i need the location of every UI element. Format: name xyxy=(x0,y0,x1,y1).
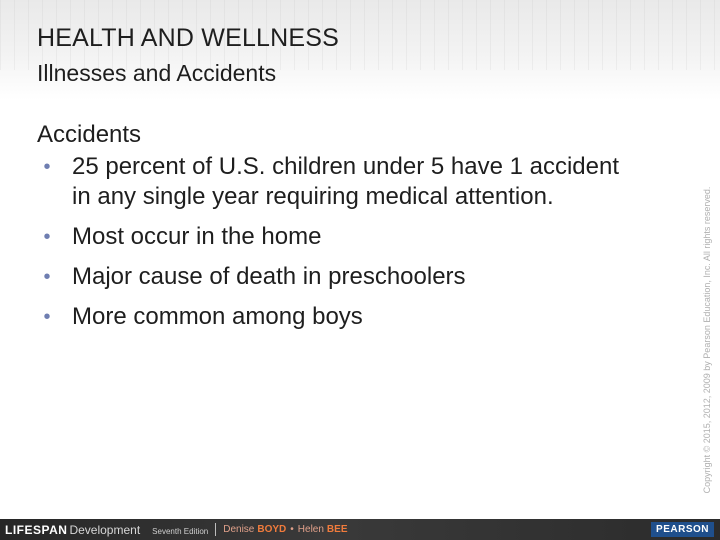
section-heading: Accidents xyxy=(37,121,142,148)
author1-first-name: Denise xyxy=(223,524,255,535)
bullet-text: Most occur in the home xyxy=(72,223,322,250)
slide-content xyxy=(37,120,677,342)
bullet-icon: • xyxy=(43,266,51,288)
bullet-icon: • xyxy=(43,156,51,178)
copyright-notice: Copyright © 2015, 2012, 2009 by Pearson Education, Inc. All rights reserved. xyxy=(702,186,712,494)
slide-subtitle: Illnesses and Accidents xyxy=(37,60,277,86)
series-name-part2: Development xyxy=(69,522,141,537)
footer-bar xyxy=(0,519,720,540)
series-logo xyxy=(5,523,208,537)
author1-last-name: BOYD xyxy=(257,524,287,535)
bullet-text: More common among boys xyxy=(72,303,363,330)
publisher-logo: PEARSON xyxy=(651,522,714,537)
bullet-item xyxy=(37,152,677,212)
bullet-list xyxy=(37,152,677,332)
footer-divider xyxy=(215,523,216,536)
author2-last-name: BEE xyxy=(326,524,348,535)
bullet-item xyxy=(37,222,677,252)
bullet-item xyxy=(37,262,677,292)
bullet-icon: • xyxy=(43,226,51,248)
slide-title: HEALTH AND WELLNESS xyxy=(37,24,340,52)
bullet-icon: • xyxy=(43,306,51,328)
author-credits xyxy=(223,524,347,535)
series-name-part1: LIFESPAN xyxy=(5,522,68,537)
author-separator: • xyxy=(290,524,294,535)
bullet-item xyxy=(37,302,677,332)
edition-label: Seventh Edition xyxy=(152,526,209,536)
author2-first-name: Helen xyxy=(297,524,324,535)
bullet-text: 25 percent of U.S. children under 5 have 1 accident in any single year requiring medical attention. xyxy=(72,153,620,210)
bullet-text: Major cause of death in preschoolers xyxy=(72,263,466,290)
